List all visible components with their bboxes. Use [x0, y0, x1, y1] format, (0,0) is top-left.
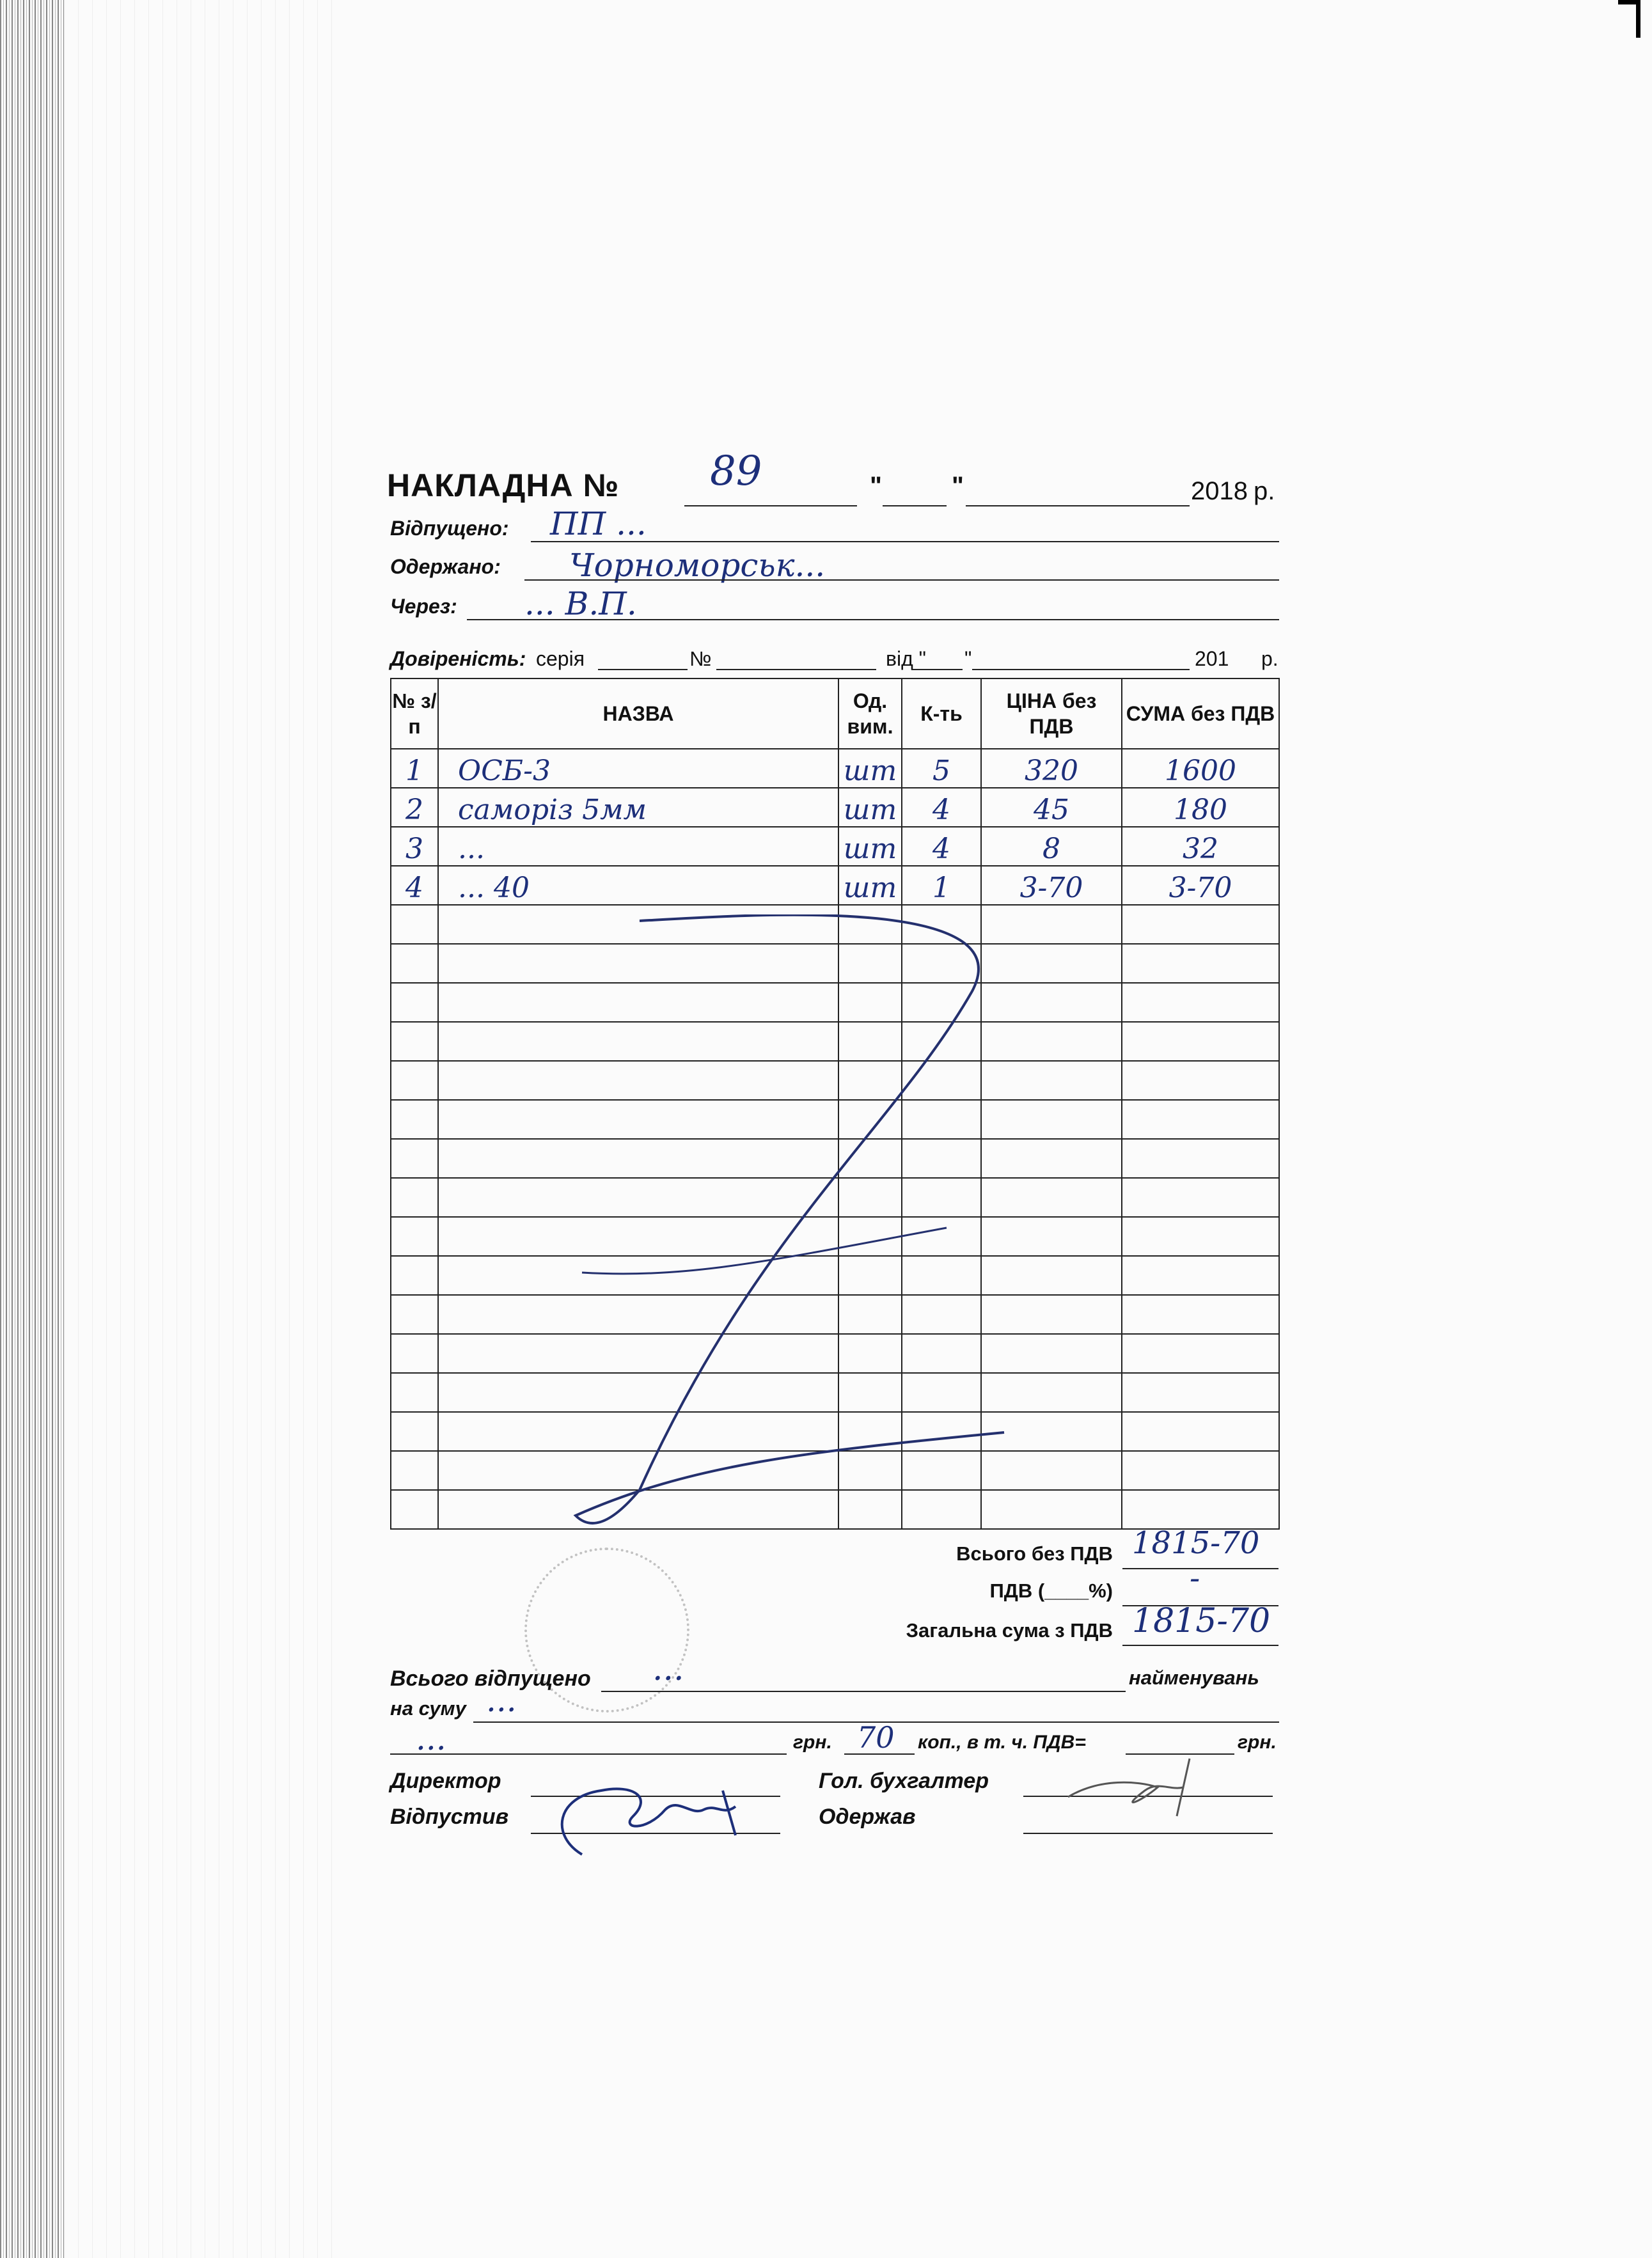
cell-sum	[1122, 905, 1279, 944]
cell-sum	[1122, 944, 1279, 983]
cell-num: 2	[391, 788, 438, 827]
date-year-suffix: р.	[1254, 477, 1275, 505]
page-corner-mark	[1618, 0, 1640, 38]
cell-name: ... 40	[438, 866, 838, 905]
cell-price: 3-70	[981, 866, 1122, 905]
total-value: 1815-70	[1132, 1602, 1271, 1640]
cell-name: ОСБ-3	[438, 749, 838, 788]
sum-words-1: ...	[486, 1682, 517, 1719]
power-year-suffix: р.	[1261, 647, 1278, 670]
kop-value: 70	[857, 1720, 895, 1755]
table-row	[391, 788, 1279, 827]
released-label: Відпущено:	[390, 517, 509, 540]
cell-unit: шт	[838, 749, 902, 788]
date-month-line	[966, 505, 1190, 506]
scan-artifact	[0, 0, 64, 2258]
table-row	[391, 827, 1279, 866]
power-number-label: №	[689, 647, 712, 670]
released-count-line	[601, 1691, 1126, 1692]
void-strike-line	[563, 914, 1023, 1554]
cell-num	[391, 983, 438, 1022]
power-number-line	[716, 669, 876, 670]
released-by-label: Відпустив	[390, 1805, 509, 1829]
cell-price: 8	[981, 827, 1122, 866]
items-suffix: найменувань	[1129, 1666, 1259, 1689]
col-header-unit: Од. вим.	[838, 678, 902, 749]
cell-num	[391, 1334, 438, 1373]
cell-sum	[1122, 1217, 1279, 1256]
via-value: ... В.П.	[524, 585, 637, 622]
cell-unit: шт	[838, 827, 902, 866]
via-label: Через:	[390, 595, 457, 618]
received-by-label: Одержав	[819, 1805, 916, 1829]
released-value: ПП ...	[550, 505, 647, 542]
received-line	[524, 579, 1279, 581]
cell-num	[391, 1100, 438, 1139]
cell-sum	[1122, 1139, 1279, 1178]
cell-qty: 4	[902, 788, 981, 827]
cell-num	[391, 1178, 438, 1217]
via-line	[467, 619, 1279, 620]
table-row	[391, 866, 1279, 905]
table-header-row	[391, 678, 1279, 749]
cell-num	[391, 1139, 438, 1178]
cell-num	[391, 944, 438, 983]
power-day-line	[911, 669, 963, 670]
cell-sum	[1122, 1256, 1279, 1295]
cell-sum	[1122, 1295, 1279, 1334]
power-label: Довіреність:	[390, 647, 526, 670]
cell-num	[391, 905, 438, 944]
cell-sum	[1122, 1061, 1279, 1100]
released-by-signature	[544, 1771, 774, 1867]
cell-sum	[1122, 1100, 1279, 1139]
cell-sum	[1122, 983, 1279, 1022]
uah-label: грн.	[793, 1732, 832, 1753]
received-value: Чорноморськ...	[569, 547, 826, 584]
released-count: ...	[652, 1650, 684, 1688]
col-header-name: НАЗВА	[438, 678, 838, 749]
cell-sum	[1122, 1412, 1279, 1451]
power-series-line	[598, 669, 688, 670]
cell-num	[391, 1295, 438, 1334]
chief-accountant-label: Гол. бухгалтер	[819, 1769, 989, 1793]
invoice-number-line	[684, 505, 857, 506]
cell-num	[391, 1256, 438, 1295]
cell-sum	[1122, 1373, 1279, 1412]
total-label: Загальна сума з ПДВ	[906, 1619, 1113, 1642]
cell-num	[391, 1490, 438, 1529]
cell-sum	[1122, 1490, 1279, 1529]
power-series: серія	[536, 647, 585, 670]
cell-qty: 4	[902, 827, 981, 866]
power-from-label: від "	[886, 647, 927, 670]
cell-qty: 5	[902, 749, 981, 788]
col-header-sum: СУМА без ПДВ	[1122, 678, 1279, 749]
cell-num	[391, 1022, 438, 1061]
cell-num: 3	[391, 827, 438, 866]
cell-sum: 1600	[1122, 749, 1279, 788]
scan-artifact-faint	[64, 0, 333, 2258]
col-header-qty: К-ть	[902, 678, 981, 749]
cell-num	[391, 1061, 438, 1100]
cell-qty: 1	[902, 866, 981, 905]
cell-sum: 3-70	[1122, 866, 1279, 905]
chief-accountant-signature	[1062, 1752, 1228, 1823]
cell-price: 45	[981, 788, 1122, 827]
date-year: 2018	[1191, 477, 1248, 505]
cell-num	[391, 1451, 438, 1490]
sum-words-2: ...	[416, 1720, 446, 1757]
sum-words-line-2	[390, 1753, 787, 1755]
cell-sum	[1122, 1022, 1279, 1061]
sum-label: на суму	[390, 1697, 466, 1720]
date-quote-close: "	[952, 472, 964, 500]
power-quote-close: "	[964, 647, 972, 670]
date-day-line	[883, 505, 947, 506]
vat-value: -	[1190, 1560, 1200, 1596]
cell-name: саморіз 5мм	[438, 788, 838, 827]
col-header-price: ЦІНА без ПДВ	[981, 678, 1122, 749]
uah-label-2: грн.	[1238, 1732, 1277, 1753]
subtotal-label: Всього без ПДВ	[956, 1542, 1113, 1565]
subtotal-value: 1815-70	[1132, 1525, 1260, 1561]
document-title: НАКЛАДНА №	[387, 467, 620, 503]
director-label: Директор	[390, 1769, 501, 1793]
cell-sum	[1122, 1451, 1279, 1490]
power-year: 201	[1195, 647, 1229, 670]
released-total-label: Всього відпущено	[390, 1666, 591, 1691]
cell-sum	[1122, 1178, 1279, 1217]
cell-num	[391, 1373, 438, 1412]
cell-num	[391, 1412, 438, 1451]
power-month-line	[972, 669, 1190, 670]
released-line	[531, 541, 1279, 542]
vat-label: ПДВ (____%)	[989, 1580, 1113, 1602]
cell-name: ...	[438, 827, 838, 866]
cell-unit: шт	[838, 866, 902, 905]
cell-num: 1	[391, 749, 438, 788]
table-row	[391, 749, 1279, 788]
col-header-num: № з/п	[391, 678, 438, 749]
cell-sum	[1122, 1334, 1279, 1373]
invoice-number: 89	[710, 448, 762, 495]
cell-num: 4	[391, 866, 438, 905]
received-by-line	[1023, 1833, 1273, 1834]
received-label: Одержано:	[390, 555, 501, 578]
date-quote-open: "	[870, 472, 882, 500]
cell-price: 320	[981, 749, 1122, 788]
vat-box	[1122, 1572, 1278, 1606]
cell-num	[391, 1217, 438, 1256]
cell-sum: 180	[1122, 788, 1279, 827]
cell-unit: шт	[838, 788, 902, 827]
kop-label: коп., в т. ч. ПДВ=	[918, 1732, 1086, 1753]
cell-sum: 32	[1122, 827, 1279, 866]
